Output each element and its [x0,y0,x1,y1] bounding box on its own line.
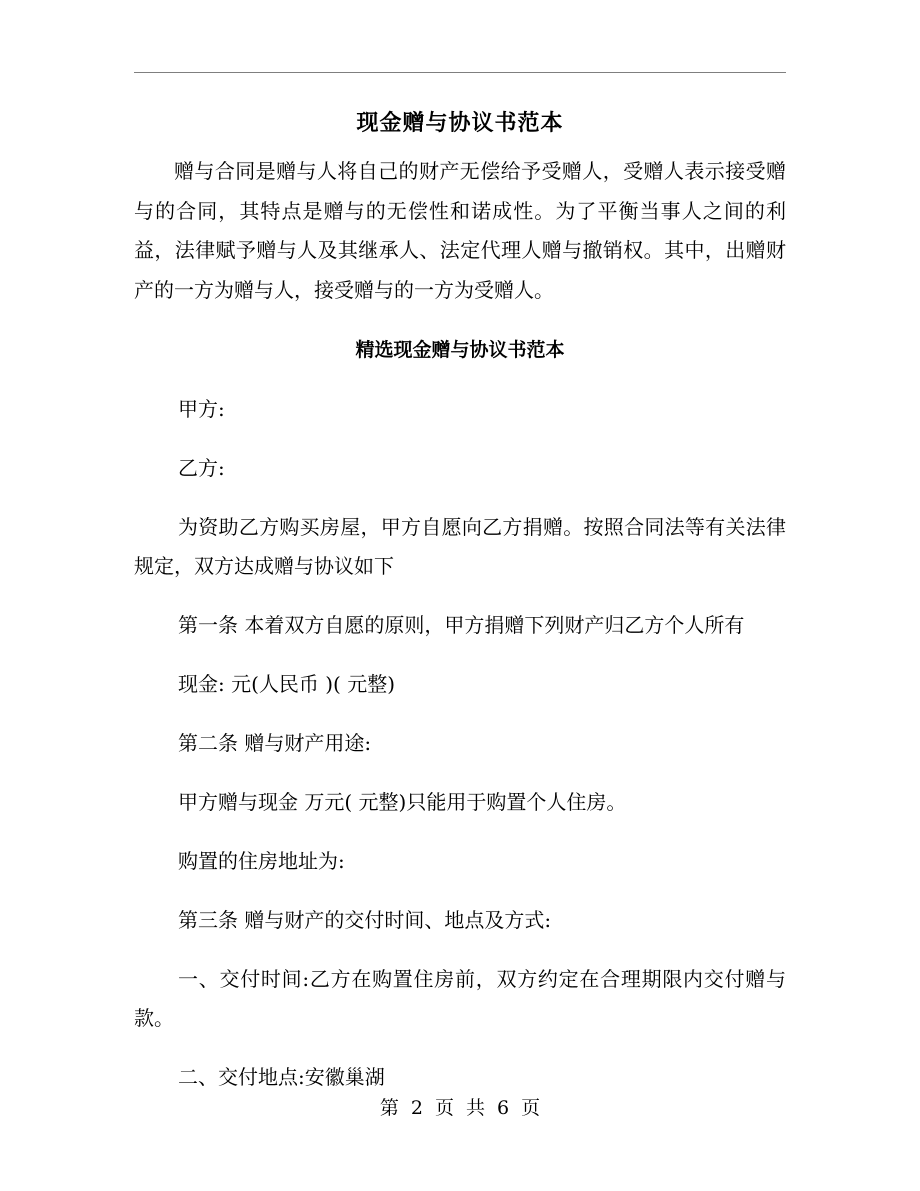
document-body [134,102,786,1097]
address-line: 购置的住房地址为: [178,849,345,873]
article-1: 第一条 本着双方自愿的原则，甲方捐赠下列财产归乙方个人所有 [178,613,745,637]
delivery-place-line: 二、交付地点:安徽巢湖 [178,1065,385,1089]
article-3: 第三条 赠与财产的交付时间、地点及方式: [178,908,552,932]
document-title: 现金赠与协议书范本 [356,110,564,136]
party-b-line: 乙方: [178,456,225,480]
section-subtitle: 精选现金赠与协议书范本 [355,339,565,361]
delivery-time-paragraph: 一、交付时间:乙方在购置住房前，双方约定在合理期限内交付赠与款。 [134,967,786,1030]
purpose-paragraph: 为资助乙方购买房屋，甲方自愿向乙方捐赠。按照合同法等有关法律规定，双方达成赠与协议如下 [134,515,786,578]
article-2: 第二条 赠与财产用途: [178,731,372,755]
usage-paragraph: 甲方赠与现金 万元( 元整)只能用于购置个人住房。 [178,790,627,814]
party-a-line: 甲方: [178,397,225,421]
cash-amount-line: 现金: 元(人民币 )( 元整) [178,672,396,696]
header-rule [134,72,786,73]
page-number: 第 2 页 共 6 页 [379,1097,541,1119]
intro-paragraph: 赠与合同是赠与人将自己的财产无偿给予受赠人，受赠人表示接受赠与的合同，其特点是赠与的无偿性和诺成性。为了平衡当事人之间的利益，法律赋予赠与人及其继承人、法定代理人赠与撤销权。其中，出赠财产的一方为赠与人，接受赠与的一方为受赠人。 [134,159,786,302]
